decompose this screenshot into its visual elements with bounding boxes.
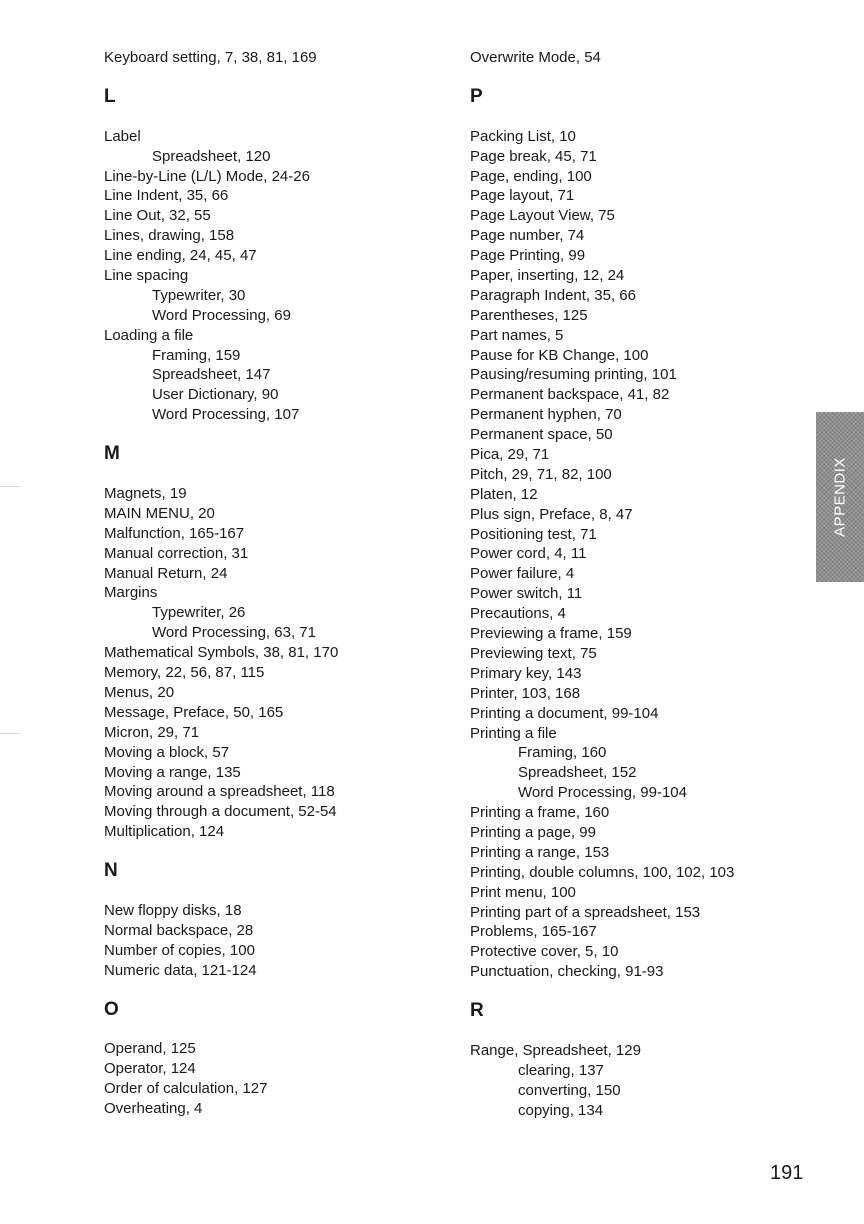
index-entry: Label <box>104 127 141 145</box>
index-column-left <box>104 48 454 1119</box>
index-entry: Normal backspace, 28 <box>104 921 254 939</box>
index-entry: Power failure, 4 <box>470 565 575 583</box>
index-entry: Overheating, 4 <box>104 1100 203 1118</box>
index-subentry: Spreadsheet, 120 <box>152 147 271 165</box>
appendix-tab-label: APPENDIX <box>831 457 849 537</box>
index-entry: Primary key, 143 <box>470 664 582 682</box>
index-column-right <box>470 48 800 1121</box>
index-entry: Page Layout View, 75 <box>470 207 615 225</box>
index-subentry: User Dictionary, 90 <box>152 386 279 404</box>
section-letter: R <box>470 1000 484 1022</box>
section-letter: M <box>104 443 120 465</box>
index-subentry: Spreadsheet, 147 <box>152 366 271 384</box>
index-entry: Printing part of a spreadsheet, 153 <box>470 903 701 921</box>
index-entry: Loading a file <box>104 326 194 344</box>
index-entry: Punctuation, checking, 91-93 <box>470 963 664 981</box>
index-entry: Printing a document, 99-104 <box>470 704 659 722</box>
index-entry: Page, ending, 100 <box>470 167 592 185</box>
index-entry: Precautions, 4 <box>470 605 566 623</box>
index-entry: Line Indent, 35, 66 <box>104 187 229 205</box>
index-entry: Manual Return, 24 <box>104 564 228 582</box>
index-entry: Operator, 124 <box>104 1060 196 1078</box>
index-subentry: Typewriter, 30 <box>152 286 246 304</box>
index-entry: Parentheses, 125 <box>470 306 588 324</box>
index-entry: Permanent space, 50 <box>470 426 613 444</box>
index-entry: Pica, 29, 71 <box>470 446 550 464</box>
index-subentry: Word Processing, 99-104 <box>518 784 687 802</box>
index-entry: Part names, 5 <box>470 326 564 344</box>
index-entry: Moving through a document, 52-54 <box>104 803 337 821</box>
index-entry: Operand, 125 <box>104 1040 196 1058</box>
index-entry: Power cord, 4, 11 <box>470 545 587 563</box>
section-letter: L <box>104 85 116 107</box>
index-subentry: converting, 150 <box>518 1081 621 1099</box>
index-entry: Paper, inserting, 12, 24 <box>470 267 625 285</box>
index-entry: Paragraph Indent, 35, 66 <box>470 286 636 304</box>
index-entry: Plus sign, Preface, 8, 47 <box>470 505 633 523</box>
index-entry: Printing a page, 99 <box>470 823 596 841</box>
index-subentry: copying, 134 <box>518 1101 604 1119</box>
index-entry: Number of copies, 100 <box>104 941 255 959</box>
index-entry: Micron, 29, 71 <box>104 723 200 741</box>
index-entry: Page number, 74 <box>470 227 585 245</box>
index-subentry: Word Processing, 63, 71 <box>152 624 316 642</box>
index-entry: Line Out, 32, 55 <box>104 207 211 225</box>
index-entry: Line spacing <box>104 267 189 285</box>
index-subentry: clearing, 137 <box>518 1061 604 1079</box>
index-subentry: Framing, 160 <box>518 744 607 762</box>
index-entry: Positioning test, 71 <box>470 525 597 543</box>
index-entry: Multiplication, 124 <box>104 823 225 841</box>
index-subentry: Framing, 159 <box>152 346 241 364</box>
index-entry: Page Printing, 99 <box>470 247 586 265</box>
index-entry: Printing a file <box>470 724 557 742</box>
index-entry: Permanent backspace, 41, 82 <box>470 386 670 404</box>
index-entry: Protective cover, 5, 10 <box>470 943 619 961</box>
index-entry: Moving around a spreadsheet, 118 <box>104 783 335 801</box>
index-entry: Printing a frame, 160 <box>470 804 610 822</box>
section-letter: O <box>104 998 119 1020</box>
index-entry: Line-by-Line (L/L) Mode, 24-26 <box>104 167 310 185</box>
index-subentry: Typewriter, 26 <box>152 604 246 622</box>
appendix-tab <box>816 412 864 582</box>
index-entry: Printing a range, 153 <box>470 843 610 861</box>
index-entry: Margins <box>104 584 158 602</box>
page-number: 191 <box>770 1162 804 1184</box>
index-entry: Overwrite Mode, 54 <box>470 49 601 66</box>
index-entry: Page layout, 71 <box>470 187 575 205</box>
index-entry: Previewing a frame, 159 <box>470 625 632 643</box>
index-entry: Magnets, 19 <box>104 485 187 503</box>
index-entry: Order of calculation, 127 <box>104 1080 268 1098</box>
index-entry: Power switch, 11 <box>470 585 583 603</box>
index-entry: Previewing text, 75 <box>470 644 597 662</box>
index-entry: MAIN MENU, 20 <box>104 504 215 522</box>
index-entry: Memory, 22, 56, 87, 115 <box>104 664 265 682</box>
index-entry: Printing, double columns, 100, 102, 103 <box>470 863 735 881</box>
index-entry: Pausing/resuming printing, 101 <box>470 366 677 384</box>
index-entry: Packing List, 10 <box>470 127 576 145</box>
index-subentry: Word Processing, 69 <box>152 306 291 324</box>
index-entry: Print menu, 100 <box>470 883 576 901</box>
index-entry: Message, Preface, 50, 165 <box>104 703 284 721</box>
section-letter: P <box>470 85 483 107</box>
index-entry: Permanent hyphen, 70 <box>470 406 622 424</box>
index-entry: Platen, 12 <box>470 485 538 503</box>
index-entry: Lines, drawing, 158 <box>104 227 235 245</box>
index-entry: Moving a block, 57 <box>104 743 230 761</box>
index-entry: Numeric data, 121-124 <box>104 961 257 979</box>
index-entry: Menus, 20 <box>104 683 175 701</box>
index-entry: Printer, 103, 168 <box>470 684 581 702</box>
index-subentry: Word Processing, 107 <box>152 406 300 424</box>
section-letter: N <box>104 860 118 882</box>
index-entry: Malfunction, 165-167 <box>104 524 245 542</box>
index-entry: Manual correction, 31 <box>104 544 249 562</box>
index-entry: Pitch, 29, 71, 82, 100 <box>470 465 612 483</box>
index-entry: New floppy disks, 18 <box>104 901 242 919</box>
index-entry: Mathematical Symbols, 38, 81, 170 <box>104 644 339 662</box>
index-subentry: Spreadsheet, 152 <box>518 764 637 782</box>
index-entry: Keyboard setting, 7, 38, 81, 169 <box>104 49 317 66</box>
index-entry: Line ending, 24, 45, 47 <box>104 247 257 265</box>
index-entry: Page break, 45, 71 <box>470 147 597 165</box>
index-entry: Range, Spreadsheet, 129 <box>470 1041 641 1059</box>
margin-tick <box>0 733 20 734</box>
index-entry: Moving a range, 135 <box>104 763 241 781</box>
index-entry: Pause for KB Change, 100 <box>470 346 649 364</box>
index-entry: Problems, 165-167 <box>470 923 597 941</box>
margin-tick <box>0 486 20 487</box>
